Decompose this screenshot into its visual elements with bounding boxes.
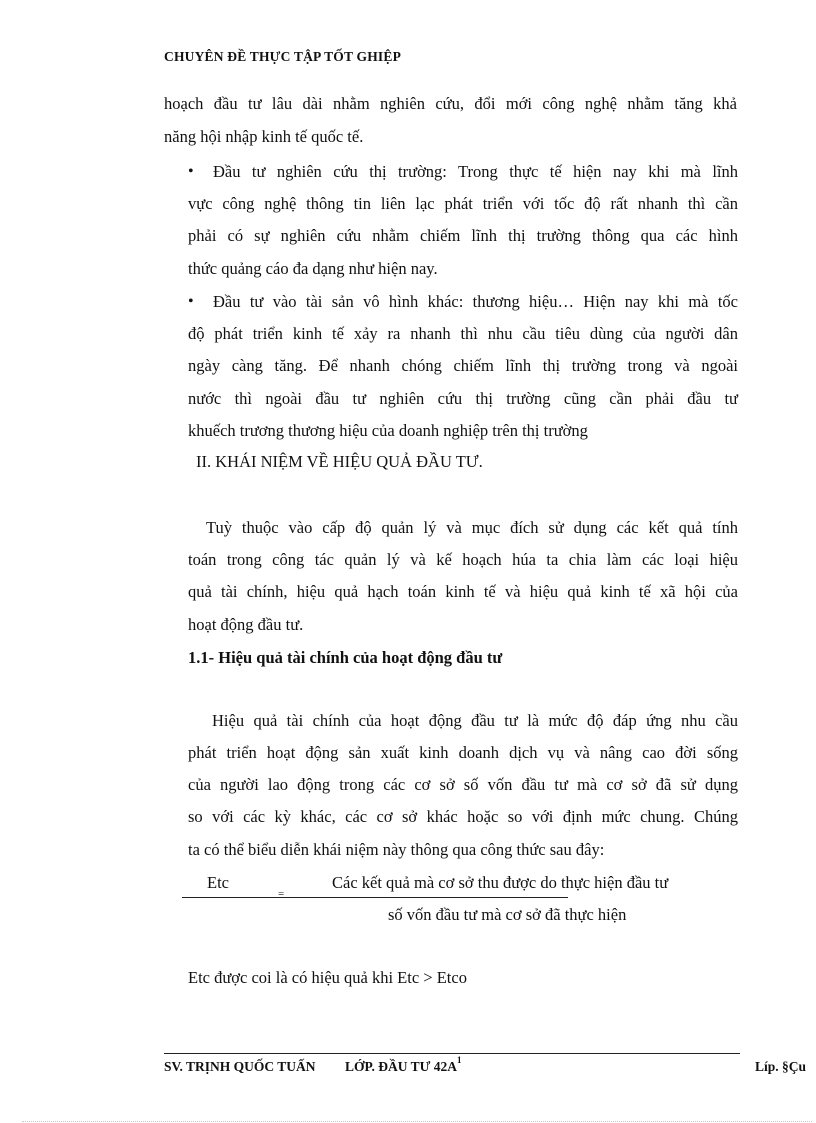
- intro-line-2: năng hội nhập kinh tế quốc tế.: [164, 127, 364, 146]
- bullet-2-line-1: Đầu tư vào tài sản vô hình khác: thương hiệu… Hiện nay khi mà tốc: [213, 292, 738, 311]
- conclusion-line: Etc được coi là có hiệu quả khi Etc > Etco: [188, 968, 467, 987]
- sub-para-line-2: phát triển hoạt động sản xuất kinh doanh dịch vụ và nâng cao đời sống: [188, 743, 738, 762]
- formula-numerator: Các kết quả mà cơ sở thu được do thực hiện đầu tư: [332, 873, 669, 892]
- bullet-1-line-3: phải có sự nghiên cứu nhằm chiếm lĩnh thị trường thông qua các hình: [188, 226, 738, 245]
- bullet-1-line-2: vực công nghệ thông tin liên lạc phát triển với tốc độ rất nhanh thì cần: [188, 194, 738, 213]
- section-para-line-3: quả tài chính, hiệu quả hạch toán kinh tế và hiệu quả kinh tế xã hội của: [188, 582, 738, 601]
- page-header-title: CHUYÊN ĐỀ THỰC TẬP TỐT GHIỆP: [164, 49, 402, 64]
- section-para-line-4: hoạt động đầu tư.: [188, 615, 304, 634]
- intro-line-1: hoạch đầu tư lâu dài nhằm nghiên cứu, đổi mới công nghệ nhằm tăng khả: [164, 94, 737, 113]
- footer-page-marker: 1: [457, 1055, 462, 1065]
- bullet-1-line-1: Đầu tư nghiên cứu thị trường: Trong thực tế hiện nay khi mà lĩnh: [213, 162, 738, 181]
- subheading: 1.1- Hiệu quả tài chính của hoạt động đầu tư: [188, 648, 503, 667]
- formula-lhs: Etc: [207, 873, 229, 892]
- sub-para-line-3: của người lao động trong các cơ sở số vốn đầu tư mà cơ sở đã sử dụng: [188, 775, 738, 794]
- sub-para-line-5: ta có thể biểu diễn khái niệm này thông qua công thức sau đây:: [188, 840, 605, 859]
- fraction-line: [182, 897, 568, 898]
- sub-para-line-1: Hiệu quả tài chính của hoạt động đầu tư là mức độ đáp ứng nhu cầu: [212, 711, 738, 730]
- footer-right-text: Líp. §Çu: [755, 1059, 807, 1074]
- footer-class: LỚP. ĐẦU TƯ 42A: [345, 1059, 458, 1074]
- bullet-1-dot: •: [188, 163, 194, 180]
- formula-denominator: số vốn đầu tư mà cơ sở đã thực hiện: [388, 905, 627, 924]
- footer-student: SV. TRỊNH QUỐC TUẤN: [164, 1059, 316, 1074]
- bullet-2-line-5: khuếch trương thương hiệu của doanh nghiệp trên thị trường: [188, 421, 588, 440]
- section-heading: II. KHÁI NIỆM VỀ HIỆU QUẢ ĐẦU TƯ.: [196, 452, 483, 471]
- sub-para-line-4: so với các kỳ khác, các cơ sở khác hoặc so với định mức chung. Chúng: [188, 807, 738, 826]
- bullet-2-line-4: nước thì ngoài đầu tư nghiên cứu thị trường cũng cần phải đầu tư: [188, 389, 738, 408]
- formula-equals-sign: =: [278, 888, 285, 900]
- section-para-line-1: Tuỳ thuộc vào cấp độ quản lý và mục đích sử dụng các kết quả tính: [206, 518, 738, 537]
- footer-rule: [164, 1053, 740, 1054]
- bullet-2-line-2: độ phát triển kinh tế xảy ra nhanh thì nhu cầu tiêu dùng của người dân: [188, 324, 738, 343]
- page-bottom-dotted-border: [22, 1121, 812, 1122]
- bullet-1-line-4: thức quảng cáo đa dạng như hiện nay.: [188, 259, 438, 278]
- bullet-2-dot: •: [188, 293, 194, 310]
- bullet-2-line-3: ngày càng tăng. Để nhanh chóng chiếm lĩnh thị trường trong và ngoài: [188, 356, 738, 375]
- section-para-line-2: toán trong công tác quản lý và kế hoạch húa ta chia làm các loại hiệu: [188, 550, 738, 569]
